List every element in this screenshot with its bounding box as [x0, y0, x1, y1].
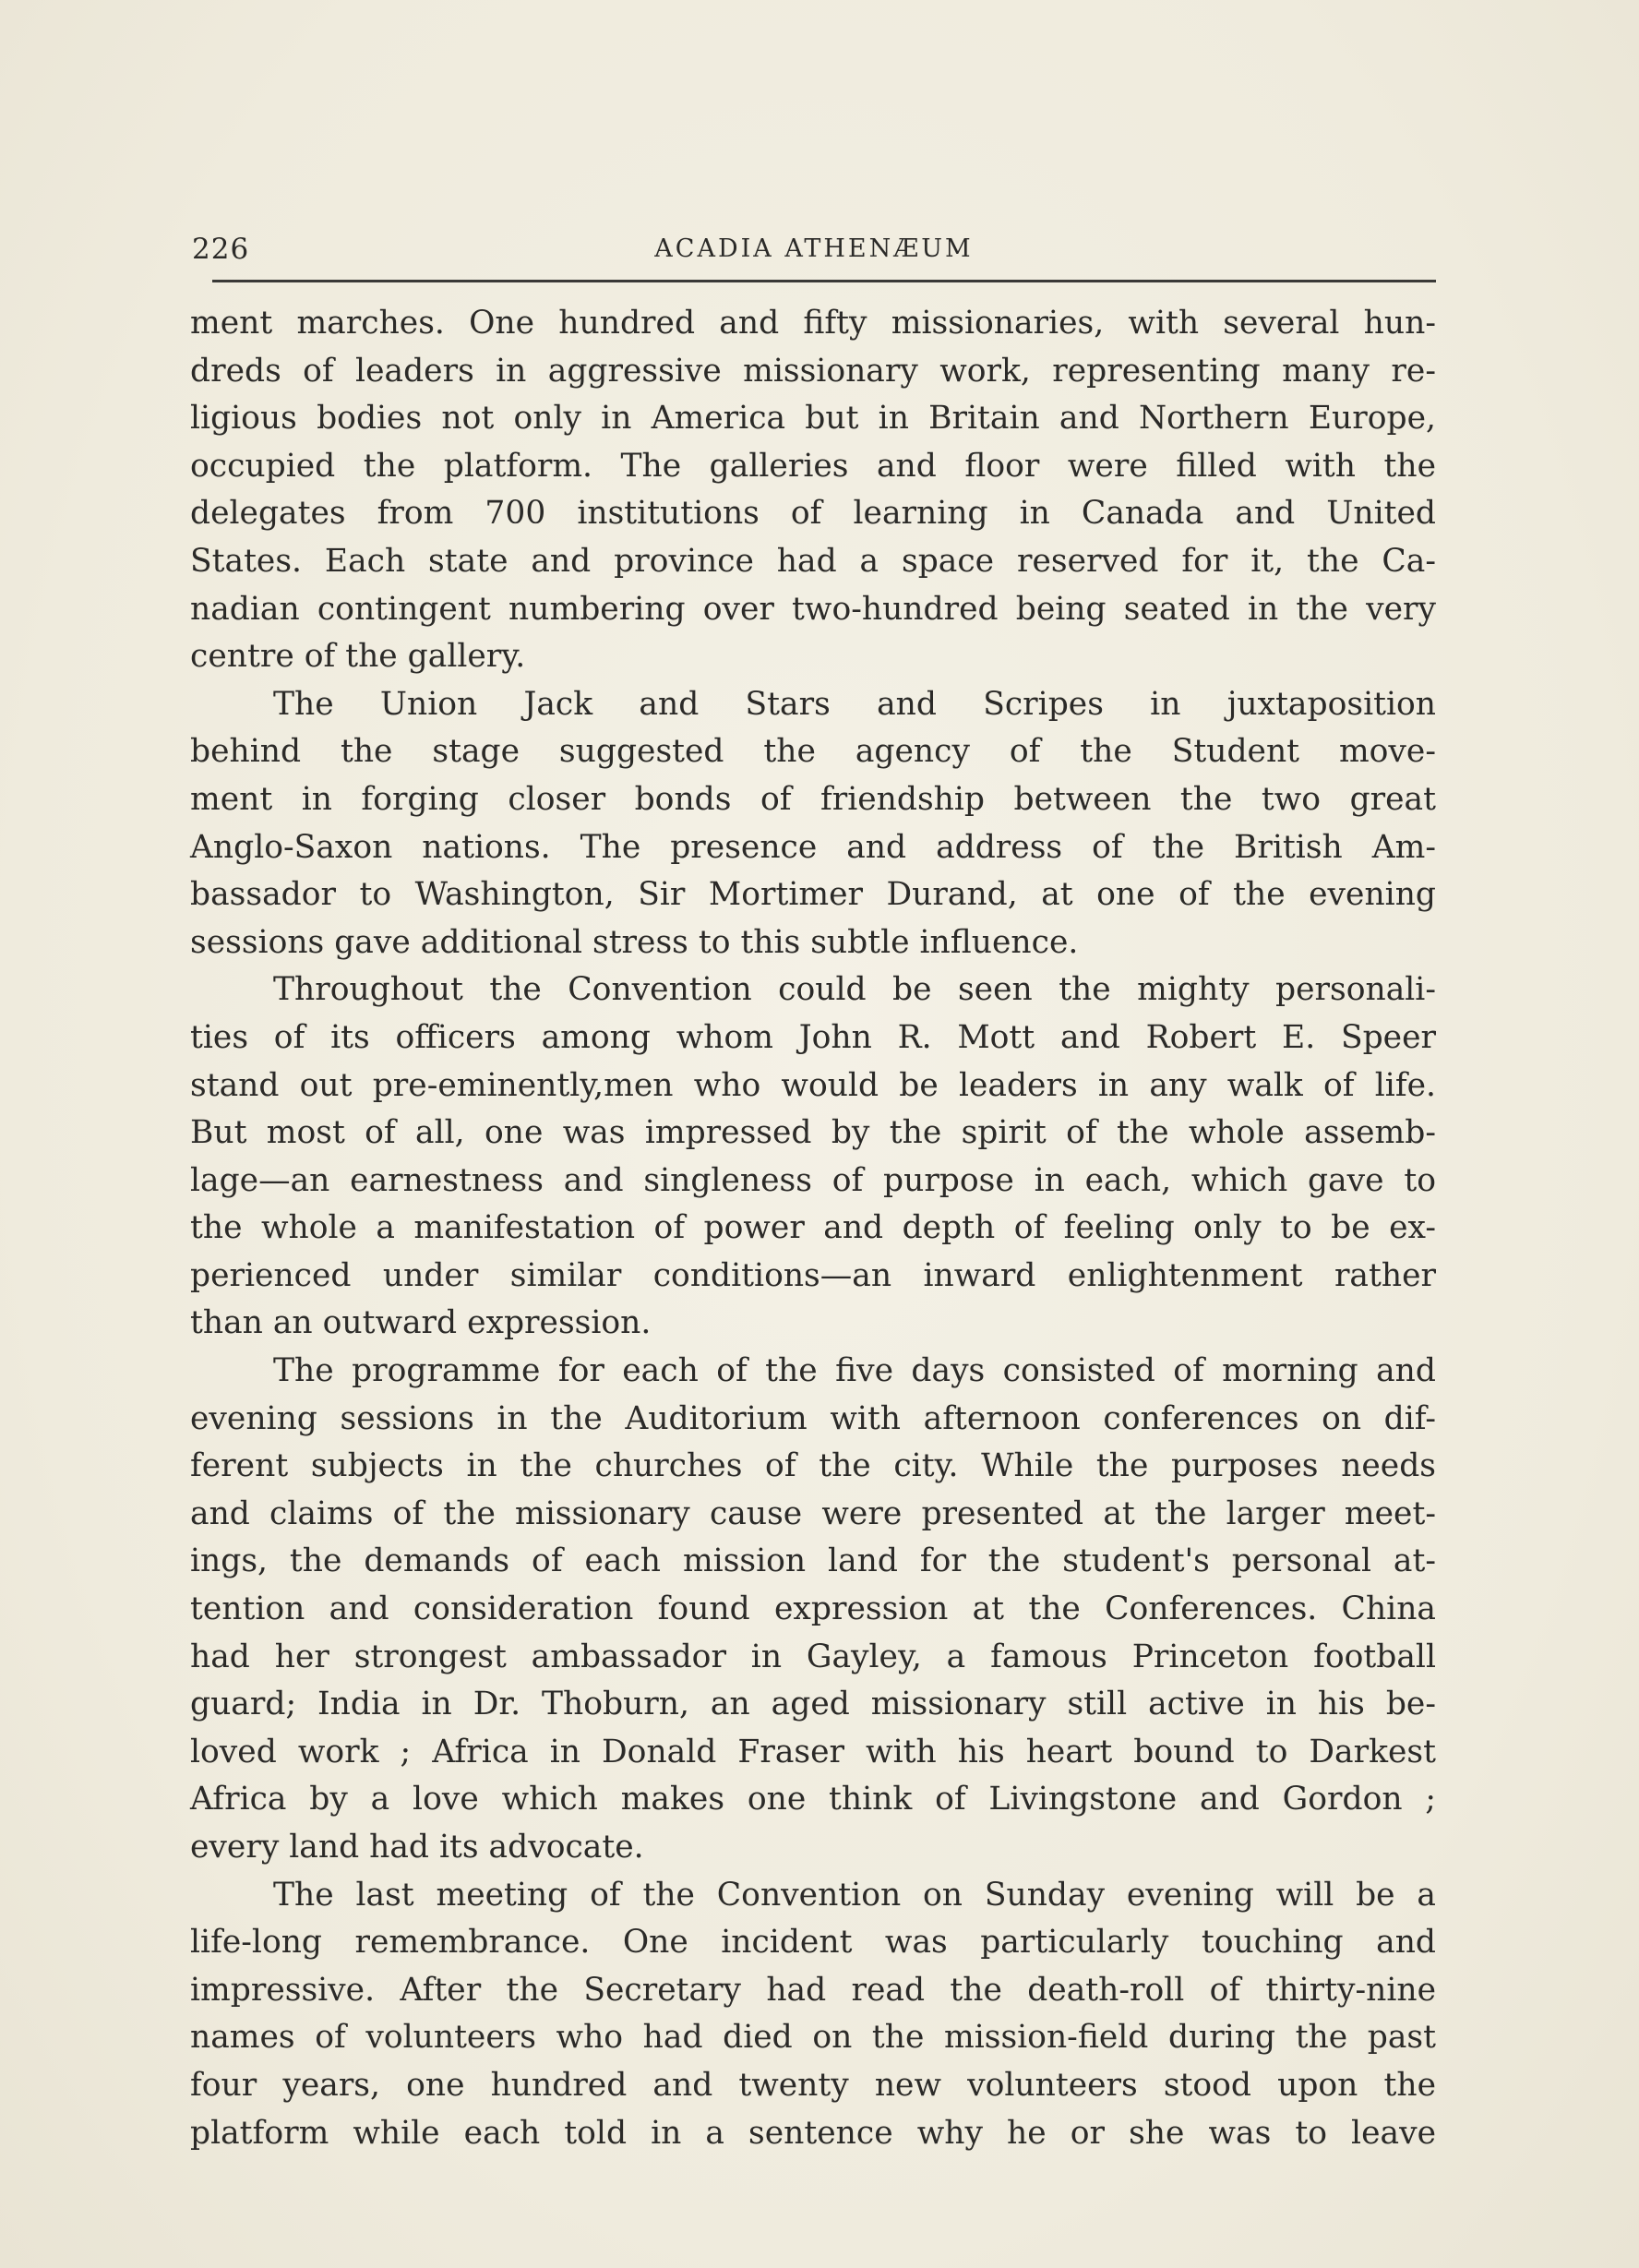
text-line: But most of all, one was impressed by the spirit of the whole assemb- — [190, 1114, 1436, 1152]
text-line: the whole a manifestation of power and depth of feeling only to be ex- — [190, 1209, 1436, 1247]
text-line: evening sessions in the Auditorium with afternoon conferences on dif- — [190, 1399, 1436, 1437]
text-line: and claims of the missionary cause were presented at the larger meet- — [190, 1494, 1436, 1532]
text-line: dreds of leaders in aggressive missionary work, representing many re- — [190, 352, 1436, 390]
body-text — [190, 300, 1436, 2157]
text-line: Throughout the Convention could be seen the mighty personali- — [273, 971, 1436, 1009]
text-line: Anglo-Saxon nations. The presence and address of the British Am- — [190, 828, 1436, 866]
text-line: guard; India in Dr. Thoburn, an aged missionary still active in his be- — [190, 1686, 1436, 1723]
text-line: tention and consideration found expression at the Conferences. China — [190, 1590, 1436, 1628]
text-line: loved work ; Africa in Donald Fraser with his heart bound to Darkest — [190, 1733, 1436, 1770]
text-line: centre of the gallery. — [190, 638, 526, 676]
text-line: four years, one hundred and twenty new volunteers stood upon the — [190, 2066, 1436, 2104]
text-line: ment in forging closer bonds of friendship between the two great — [190, 780, 1436, 818]
text-line: perienced under similar conditions—an inward enlightenment rather — [190, 1256, 1436, 1294]
text-line: platform while each told in a sentence why he or she was to leave — [190, 2114, 1436, 2152]
text-line: bassador to Washington, Sir Mortimer Durand, at one of the evening — [190, 876, 1436, 914]
text-line: behind the stage suggested the agency of the Student move- — [190, 733, 1436, 771]
page-number: 226 — [192, 233, 250, 266]
text-line: occupied the platform. The galleries and floor were filled with the — [190, 447, 1436, 485]
text-line: lage—an earnestness and singleness of purpose in each, which gave to — [190, 1161, 1436, 1199]
text-line: ment marches. One hundred and fifty missionaries, with several hun- — [190, 305, 1436, 342]
text-line: names of volunteers who had died on the mission-field during the past — [190, 2019, 1436, 2057]
header-rule — [212, 280, 1436, 282]
text-line: The programme for each of the five days consisted of morning and — [273, 1352, 1436, 1390]
text-line: sessions gave additional stress to this subtle influence. — [190, 923, 1079, 961]
text-line: delegates from 700 institutions of learning in Canada and United — [190, 495, 1436, 533]
text-line: impressive. After the Secretary had read the death-roll of thirty-nine — [190, 1971, 1436, 2009]
text-line: The Union Jack and Stars and Scripes in juxtaposition — [273, 685, 1436, 723]
text-line: The last meeting of the Convention on Sunday evening will be a — [273, 1876, 1436, 1914]
text-line: States. Each state and province had a space reserved for it, the Ca- — [190, 542, 1436, 580]
page-header — [192, 227, 1436, 268]
text-line: ties of its officers among whom John R. Mott and Robert E. Speer — [190, 1018, 1436, 1056]
text-line: every land had its advocate. — [190, 1829, 644, 1866]
text-line: stand out pre-eminently,men who would be leaders in any walk of life. — [190, 1066, 1436, 1104]
text-line: Africa by a love which makes one think of Livingstone and Gordon ; — [190, 1781, 1436, 1818]
text-line: nadian contingent numbering over two-hundred being seated in the very — [190, 590, 1436, 628]
text-line: than an outward expression. — [190, 1304, 652, 1342]
text-line: had her strongest ambassador in Gayley, a famous Princeton football — [190, 1638, 1436, 1675]
running-head: ACADIA ATHENÆUM — [654, 234, 974, 263]
text-line: ligious bodies not only in America but in Britain and Northern Europe, — [190, 400, 1436, 438]
text-line: ings, the demands of each mission land for the student's personal at- — [190, 1542, 1436, 1580]
text-line: ferent subjects in the churches of the city. While the purposes needs — [190, 1447, 1436, 1485]
text-line: life-long remembrance. One incident was particularly touching and — [190, 1924, 1436, 1962]
